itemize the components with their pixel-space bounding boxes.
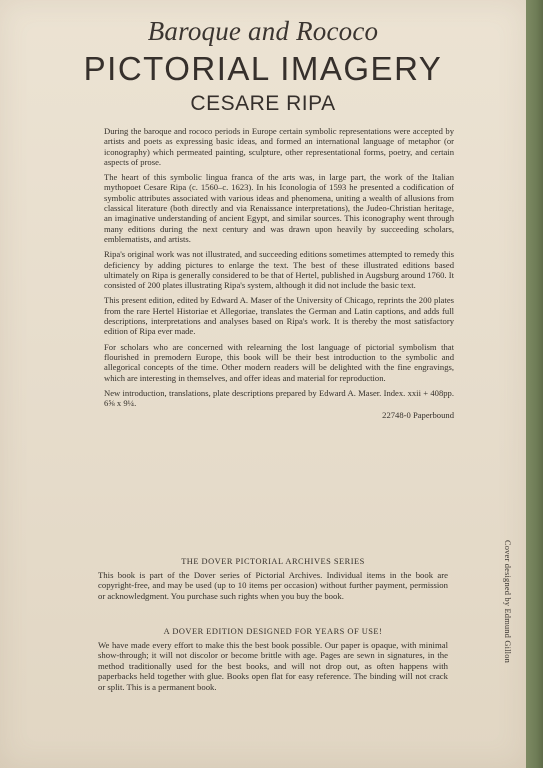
archives-heading: THE DOVER PICTORIAL ARCHIVES SERIES	[181, 557, 365, 566]
series-title: Baroque and Rococo	[147, 16, 379, 46]
catalog-row	[104, 410, 454, 420]
cover-credit-text: Cover designed by Edmund Gillon	[503, 540, 512, 663]
edition-heading: A DOVER EDITION DESIGNED FOR YEARS OF USE!	[163, 627, 383, 636]
description-paragraph: The heart of this symbolic lingua franca of the arts was, in large part, the work of the Italian mythopoet Cesare Ripa (c. 1560–c. 1623). In his Iconologia of 1593 he presented a codification of symbolic attributes associated with various ideas and phenomena, uniting a wealth of allusions from classical literature (both directly and via Renaissance interpretations), the Judeo-Christian heritage, an imaginative understanding of ancient Egypt, and similar sources. This iconography went through many editions during the next century and was drawn upon heavily by succeeding scholars, emblematists, and artists.	[104, 172, 454, 244]
edition-section	[98, 627, 448, 692]
spine-edge	[526, 0, 543, 768]
description-paragraph: During the baroque and rococo periods in Europe certain symbolic representations were accepted by artists and poets as expressing basic ideas, and formed an international language of metaphor (or iconography) which permeated painting, sculpture, other representational forms, poetry, and certain aspects of prose.	[104, 126, 454, 167]
author-name: CESARE RIPA	[190, 92, 336, 115]
book-title: PICTORIAL IMAGERY	[83, 50, 443, 87]
cover-credit	[500, 540, 514, 700]
archives-text: This book is part of the Dover series of Pictorial Archives. Individual items in the book are copyright-free, and may be used (up to 10 items per occasion) without further payment, permission or acknowledgment. You purchase such rights when you buy the book.	[98, 569, 448, 601]
description-paragraph: This present edition, edited by Edward A. Maser of the University of Chicago, reprints the 200 plates from the rare Hertel Historiae et Allegoriae, translates the German and Latin captions, and adds full descriptions, interpretations and analyses based on Ripa's work. It is thereby the most satisfactory edition of Ripa ever made.	[104, 295, 454, 337]
archives-section	[98, 557, 448, 615]
edition-details: New introduction, translations, plate descriptions prepared by Edward A. Maser. Index. xxii + 408pp. 6⅝ x 9¼.	[104, 387, 454, 409]
edition-text: We have made every effort to make this the best book possible. Our paper is opaque, with minimal show-through; it will not discolor or become brittle with age. Pages are sewn in signatures, in the method traditionally used for the best books, and will not drop out, as often happens with paperbacks held together with glue. Books open flat for easy reference. The binding will not crack or split. This is a permanent book.	[98, 639, 448, 692]
description-block	[104, 126, 454, 431]
catalog-number: 22748-0 Paperbound	[382, 410, 454, 421]
description-paragraph: For scholars who are concerned with relearning the lost language of pictorial symbolism that flourished in premodern Europe, this book will be their best introduction to the symbolic and allegorical concepts of the time. Other modern readers will be delighted with the fine engravings, which are interesting in themselves, and offer ideas and material for reproduction.	[104, 341, 454, 383]
description-paragraph: Ripa's original work was not illustrated, and succeeding editions sometimes attempted to remedy this deficiency by adding pictures to enlarge the text. The best of these illustrated editions based ultimately on Ripa is generally considered to be that of Hertel, published in Augsburg around 1760. It consisted of 200 plates illustrating Ripa's system, although it did not include the basic text.	[104, 249, 454, 291]
